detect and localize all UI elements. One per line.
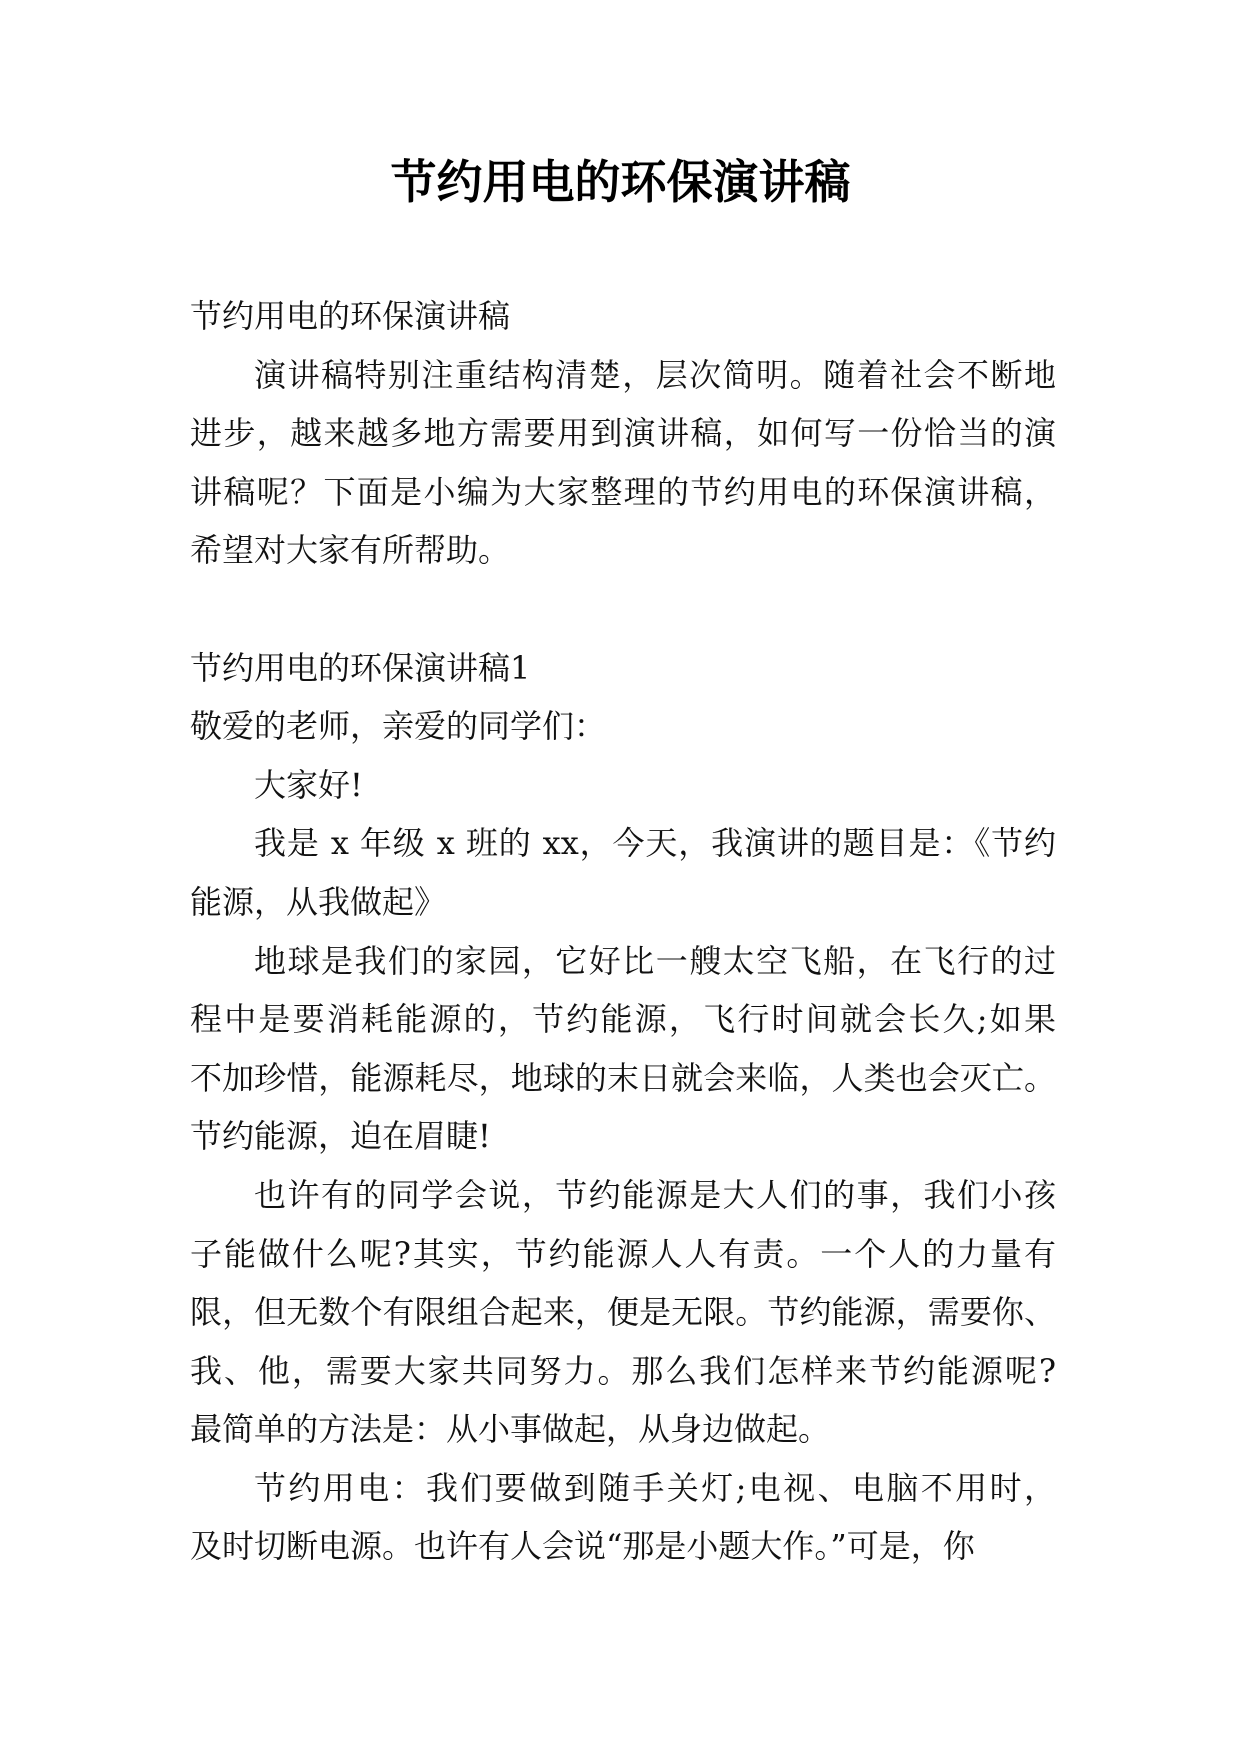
speech-heading: 节约用电的环保演讲稿1 [190,648,531,687]
speech-paragraph [190,1459,1056,1576]
paragraph-line: 希望对大家有所帮助。 [190,531,511,570]
speech-paragraph [190,1166,1056,1459]
document-title: 节约用电的环保演讲稿 [390,155,851,209]
document-body [190,287,1056,1576]
paragraph-line: 地球是我们的家园，它好比一艘太空飞船，在飞行的过 [254,941,1056,980]
paragraph-line: 大家好! [254,765,363,804]
paragraph-line: 演讲稿特别注重结构清楚，层次简明。随着社会不断地 [254,355,1056,394]
paragraph-line: 程中是要消耗能源的，节约能源，飞行时间就会长久;如果 [190,1000,1056,1039]
paragraph-line: 讲稿呢？下面是小编为大家整理的节约用电的环保演讲稿， [190,472,1056,511]
paragraph-line: 我是 x 年级 x 班的 xx，今天，我演讲的题目是：《节约 [254,824,1056,863]
speech-paragraph [190,756,1056,815]
paragraph-line: 能源，从我做起》 [190,882,447,921]
paragraph-line: 不加珍惜，能源耗尽，地球的末日就会来临，人类也会灭亡。 [190,1058,1056,1097]
paragraph-line: 子能做什么呢?其实，节约能源人人有责。一个人的力量有 [190,1234,1056,1273]
intro-heading: 节约用电的环保演讲稿 [190,297,511,335]
salutation: 敬爱的老师，亲爱的同学们： [190,707,607,746]
paragraph-line: 节约能源，迫在眉睫! [190,1117,491,1156]
speech-section [190,639,1056,1577]
paragraph-line: 及时切断电源。也许有人会说“那是小题大作。”可是，你 [190,1527,975,1566]
paragraph-line: 我、他，需要大家共同努力。那么我们怎样来节约能源呢? [190,1351,1056,1390]
speech-paragraph [190,932,1056,1166]
paragraph-line: 最简单的方法是：从小事做起，从身边做起。 [190,1410,831,1449]
paragraph-line: 节约用电：我们要做到随手关灯;电视、电脑不用时， [254,1468,1056,1507]
paragraph-line: 进步，越来越多地方需要用到演讲稿，如何写一份恰当的演 [190,414,1056,453]
intro-paragraph [190,346,1056,580]
speech-paragraph [190,814,1056,931]
paragraph-line: 也许有的同学会说，节约能源是大人们的事，我们小孩 [254,1175,1056,1214]
paragraph-line: 限，但无数个有限组合起来，便是无限。节约能源，需要你、 [190,1293,1056,1332]
